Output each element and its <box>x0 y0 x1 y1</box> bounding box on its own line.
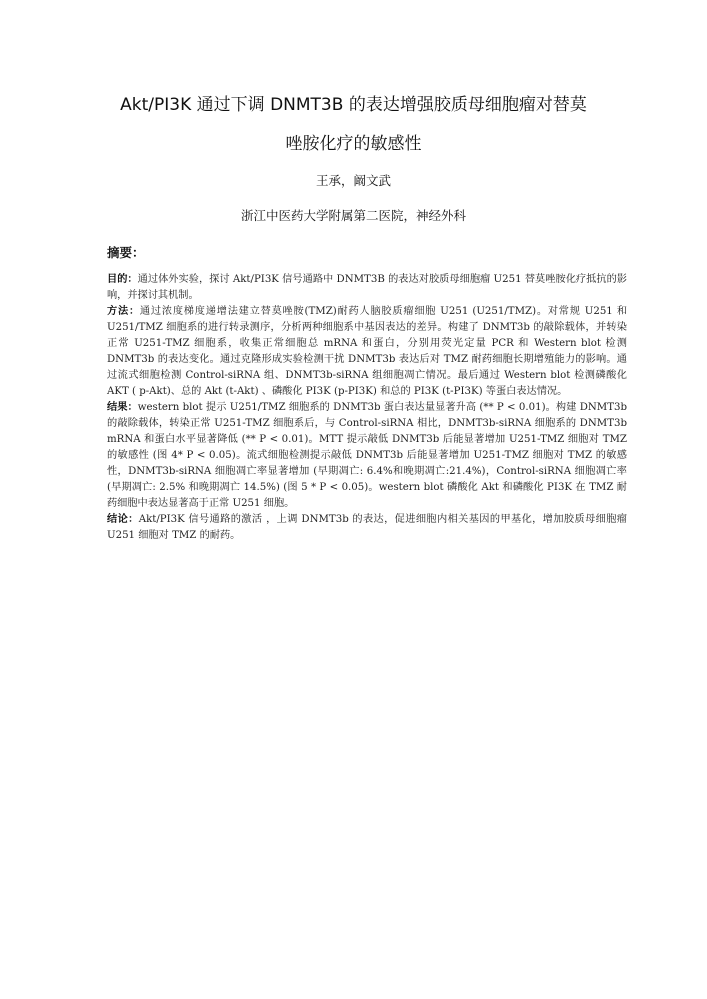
affiliation: 浙江中医药大学附属第二医院，神经外科 <box>240 208 466 223</box>
conclusion-label: 结论： <box>107 514 139 525</box>
abstract-methods <box>107 304 627 400</box>
methods-text: 通过浓度梯度递增法建立替莫唑胺(TMZ)耐药人脑胶质瘤细胞 U251 (U251/TMZ)。对常规 U251 和 U251/TMZ 细胞系的进行转录测序，分析两种细胞系中基因表达的差异。构建了 DNMT3b 的敲除载体，并转染正常 U251-TMZ 细胞系，收集正常细胞总 mRNA 和蛋白，分别用荧光定量 PCR 和 Western blot 检测 DNMT3b 的表达变化。通过克隆形成实验检测干扰 DNMT3b 表达后对 TMZ 耐药细胞长期增殖能力的影响。通过流式细胞检测 Control-siRNA 组、DNMT3b-siRNA 组细胞凋亡情况。最后通过 Western blot 检测磷酸化 AKT ( p-Akt)、总的 Akt (t-Akt) 、磷酸化 PI3K (p-PI3K) 和总的 PI3K (t-PI3K) 等蛋白表达情况。 <box>107 306 628 397</box>
paper-title-line-2: 唑胺化疗的敏感性 <box>285 134 422 154</box>
conclusion-text: Akt/PI3K 信号通路的激活 ，上调 DNMT3b 的表达，促进细胞内相关基因的甲基化，增加胶质母细胞瘤 U251 细胞对 TMZ 的耐药。 <box>107 514 627 541</box>
results-text: western blot 提示 U251/TMZ 细胞系的 DNMT3b 蛋白表达量显著升高 (** P < 0.01)。构建 DNMT3b 的敲除载体，转染正常 U251-TMZ 细胞系后，与 Control-siRNA 相比，DNMT3b-siRNA 细胞系的 DNMT3b mRNA 和蛋白水平显著降低 (** P < 0.01)。MTT 提示敲低 DNMT3b 后能显著增加 U251-TMZ 细胞对 TMZ 的敏感性 (图 4* P < 0.05)。流式细胞检测提示敲低 DNMT3b 后能显著增加 U251-TMZ 细胞对 TMZ 的敏感性，DNMT3b-siRNA 细胞凋亡率显著增加 (早期凋亡: 6.4%和晚期凋亡:21.4%)，Control-siRNA 细胞凋亡率 (早期凋亡: 2.5% 和晚期凋亡 14.5%) (图 5 * P < 0.05)。western blot 磷酸化 Akt 和磷酸化 PI3K 在 TMZ 耐药细胞中表达显著高于正常 U251 细胞。 <box>107 402 628 509</box>
abstract-objective <box>107 272 627 304</box>
results-label: 结果： <box>107 402 138 413</box>
methods-label: 方法： <box>107 306 140 317</box>
abstract-heading: 摘要： <box>107 245 145 260</box>
author-list: 王承，阚文武 <box>315 173 391 188</box>
objective-label: 目的： <box>107 274 138 285</box>
objective-text: 通过体外实验，探讨 Akt/PI3K 信号通路中 DNMT3B 的表达对胶质母细胞瘤 U251 替莫唑胺化疗抵抗的影响，并探讨其机制。 <box>107 274 627 301</box>
abstract-conclusion <box>107 512 627 544</box>
paper-title-line-1: Akt/PI3K 通过下调 DNMT3B 的表达增强胶质母细胞瘤对替莫 <box>120 95 587 115</box>
abstract-results <box>107 400 627 512</box>
abstract-body <box>107 272 627 544</box>
